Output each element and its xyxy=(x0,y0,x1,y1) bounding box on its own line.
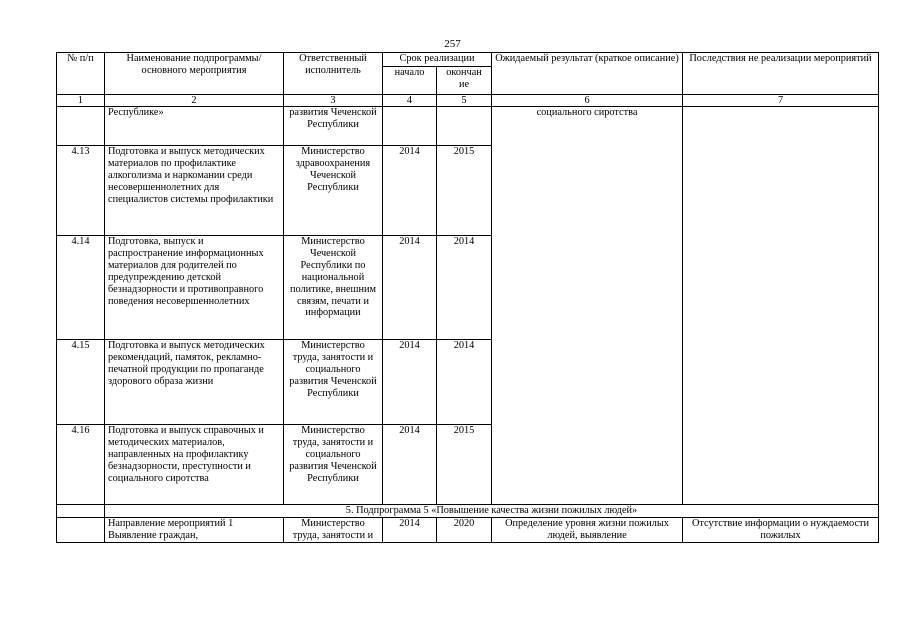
header-start: начало xyxy=(383,67,437,95)
column-number: 1 xyxy=(57,95,105,107)
header-responsible: Ответственный исполнитель xyxy=(284,53,383,95)
table-row xyxy=(57,517,879,542)
header-consequences: Последствия не реализации мероприятий xyxy=(683,53,879,95)
row-name: Подготовка и выпуск методических рекомендаций, памяток, рекламно-печатной продукции по пропаганде здорового образа жизни xyxy=(105,340,284,425)
column-number: 5 xyxy=(437,95,492,107)
header-row-1 xyxy=(57,53,879,67)
column-number: 7 xyxy=(683,95,879,107)
row-responsible: Министерство труда, занятости и социального развития Чеченской Республики xyxy=(284,340,383,425)
header-term: Срок реализации xyxy=(383,53,492,67)
subprogram-row xyxy=(57,505,879,518)
row-end: 2014 xyxy=(437,340,492,425)
header-name: Наименование подпрограммы/ основного мероприятия xyxy=(105,53,284,95)
row-end xyxy=(437,107,492,146)
column-number: 3 xyxy=(284,95,383,107)
column-number: 6 xyxy=(492,95,683,107)
header-end: окончан ие xyxy=(437,67,492,95)
row-result: Определение уровня жизни пожилых людей, выявление xyxy=(492,517,683,542)
header-result: Ожидаемый результат (краткое описание) xyxy=(492,53,683,95)
row-number: 4.13 xyxy=(57,146,105,236)
row-name: Подготовка и выпуск справочных и методических материалов, направленных на профилактику безнадзорности, преступности и социального сиротства xyxy=(105,425,284,505)
subprogram-title: 5. Подпрограмма 5 «Повышение качества жизни пожилых людей» xyxy=(105,505,879,518)
subprogram-num-cell xyxy=(57,505,105,518)
column-number: 2 xyxy=(105,95,284,107)
row-responsible: развития Чеченской Республики xyxy=(284,107,383,146)
page-number: 257 xyxy=(444,38,461,50)
row-start: 2014 xyxy=(383,146,437,236)
table-row xyxy=(57,107,879,146)
row-responsible: Министерство Чеченской Республики по национальной политике, внешним связям, печати и информации xyxy=(284,236,383,340)
row-name: Направление мероприятий 1 Выявление граждан, xyxy=(105,517,284,542)
row-number: 4.14 xyxy=(57,236,105,340)
row-number: 4.15 xyxy=(57,340,105,425)
row-start xyxy=(383,107,437,146)
column-numbers-row xyxy=(57,95,879,107)
row-responsible: Министерство здравоохранения Чеченской Республики xyxy=(284,146,383,236)
row-consequences: Отсутствие информации о нуждаемости пожилых xyxy=(683,517,879,542)
row-end: 2014 xyxy=(437,236,492,340)
row-start: 2014 xyxy=(383,340,437,425)
row-number xyxy=(57,107,105,146)
row-start: 2014 xyxy=(383,236,437,340)
row-responsible: Министерство труда, занятости и xyxy=(284,517,383,542)
row-end: 2020 xyxy=(437,517,492,542)
row-name: Подготовка и выпуск методических материалов по профилактике алкоголизма и наркомании среди несовершеннолетних для специалистов системы профилактики xyxy=(105,146,284,236)
row-start: 2014 xyxy=(383,425,437,505)
program-table xyxy=(56,52,879,543)
row-number: 4.16 xyxy=(57,425,105,505)
row-end: 2015 xyxy=(437,146,492,236)
row-responsible: Министерство труда, занятости и социального развития Чеченской Республики xyxy=(284,425,383,505)
row-number xyxy=(57,517,105,542)
row-name: Подготовка, выпуск и распространение информационных материалов для родителей по предупреждению детской безнадзорности и противоправного поведения несовершеннолетних xyxy=(105,236,284,340)
header-num: № п/п xyxy=(57,53,105,95)
row-start: 2014 xyxy=(383,517,437,542)
group-result: социального сиротства xyxy=(492,107,683,505)
group-consequences xyxy=(683,107,879,505)
row-name: Республике» xyxy=(105,107,284,146)
row-end: 2015 xyxy=(437,425,492,505)
column-number: 4 xyxy=(383,95,437,107)
